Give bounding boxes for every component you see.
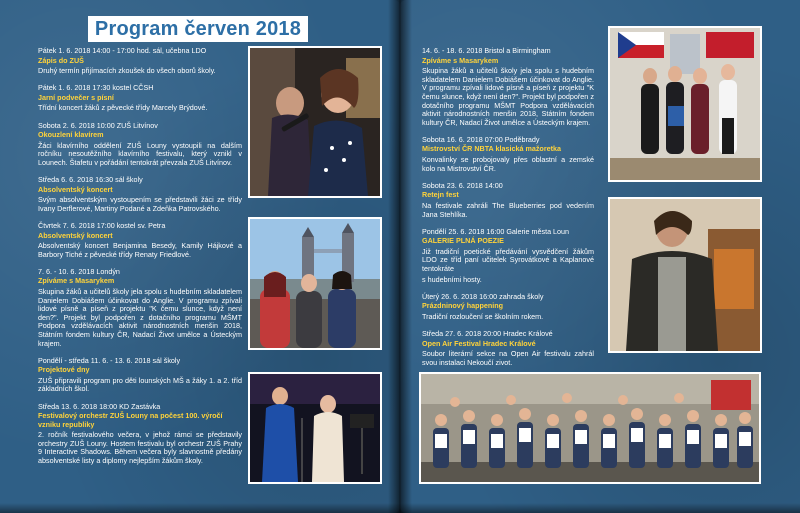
event-title: Jarní podvečer s písní xyxy=(38,92,114,102)
event-title: Retejn fest xyxy=(422,190,459,200)
event-heading: 7. 6. - 10. 6. 2018 Londýn xyxy=(38,266,120,276)
event-title: Okouzlení klavírem xyxy=(38,130,104,140)
event-description-extra: s hudebními hosty. xyxy=(422,274,482,284)
event-description: Soubor literární sekce na Open Air festivalu zahrál svou instalaci Nekoučí zivot. xyxy=(422,349,594,367)
book-gutter xyxy=(388,0,412,513)
event-item xyxy=(38,222,242,259)
event-item xyxy=(38,176,242,213)
event-title: Prázdninový happening xyxy=(422,301,504,311)
event-item xyxy=(422,330,594,367)
event-heading: Středa 27. 6. 2018 20:00 Hradec Králové xyxy=(422,328,553,338)
page-edge-shadow xyxy=(0,503,800,513)
event-item xyxy=(38,47,242,76)
event-title: Festivalový orchestr ZUŠ Louny na počest 100. výročí vzniku republiky xyxy=(38,411,223,429)
event-description: Druhý termín přijímacích zkoušek do všech oborů školy. xyxy=(38,66,216,76)
photo-young-man-illustration xyxy=(610,199,760,351)
event-heading: Pondělí 25. 6. 2018 16:00 Galerie města Loun xyxy=(422,226,570,236)
photo-concert-illustration xyxy=(250,374,380,482)
photo-children-group-certificates xyxy=(419,372,761,484)
event-heading: 14. 6. - 18. 6. 2018 Bristol a Birmingham xyxy=(422,46,551,55)
event-item xyxy=(38,357,242,394)
photo-girls-performing-flags xyxy=(608,26,762,182)
event-item xyxy=(422,136,594,173)
event-title: Open Air Festival Hradec Králové xyxy=(422,338,536,348)
photo-girl-singing-microphone xyxy=(248,46,382,198)
event-description: Již tradiční poetické předávání vysvědčení žákům LDO ze tříd paní učitelek Syrovátkové a Kaplanové tentokráte xyxy=(422,246,594,273)
photo-young-man-portrait xyxy=(608,197,762,353)
event-description: Skupina žáků a učitelů školy jela spolu s hudebním skladatelem Danielem Dobiášem účinkovat do Anglie. V programu zpívali lidové písně a píseň z projektu "K čemu slunce, když není den?". Projekt byl podpořen z dotačního programu MŠMT Podpora vzdělávacích aktivit národnostních menšin 2018, Státním fondem kultury ČR, Nadací Život umělce a Ústeckým krajem. xyxy=(422,66,594,127)
event-heading: Úterý 26. 6. 2018 16:00 zahrada školy xyxy=(422,291,544,301)
event-item xyxy=(38,268,242,348)
photo-group-london-tower-bridge xyxy=(248,217,382,350)
right-events-column xyxy=(422,47,594,376)
event-heading: Pátek 1. 6. 2018 14:00 - 17:00 hod. sál, učebna LDO xyxy=(38,46,207,55)
page-title-box xyxy=(88,16,308,42)
event-title: GALERIE PLNÁ POEZIE xyxy=(422,236,504,246)
event-title: Mistrovství ČR NBTA klasická mažoretka xyxy=(422,144,562,154)
event-heading: Pondělí - středa 11. 6. - 13. 6. 2018 sál školy xyxy=(38,355,181,365)
event-description: Na festivale zahráli The Blueberries pod vedením Jana Stehlíka. xyxy=(422,200,594,219)
event-description: Tradiční rozloučení se školním rokem. xyxy=(422,311,544,321)
event-title: Absolventský koncert xyxy=(38,184,113,194)
event-title: Absolventský koncert xyxy=(38,230,113,240)
event-heading: Sobota 23. 6. 2018 14:00 xyxy=(422,180,503,190)
event-item xyxy=(422,47,594,127)
event-heading: Sobota 2. 6. 2018 10:00 ZUŠ Litvínov xyxy=(38,120,158,130)
event-description: Absolventský koncert Benjamina Besedy, Kamily Hájkové a Barbory Tiché z pěvecké třídy Renaty Friedlové. xyxy=(38,241,242,259)
event-description: Žáci klavírního oddělení ZUŠ Louny vystoupili na dalším ročníku nesoutěžního klavírního festivalu, který vznikl v Lounech. Štafetu v pořádání tentokrát převzala ZUŠ Litvínov. xyxy=(38,140,242,167)
event-title: Zpíváme s Masarykem xyxy=(422,55,499,65)
event-heading: Sobota 16. 6. 2018 07:00 Poděbrady xyxy=(422,134,540,144)
event-heading: Čtvrtek 7. 6. 2018 17:00 kostel sv. Petra xyxy=(38,220,166,230)
left-events-column xyxy=(38,47,242,474)
photo-children-illustration xyxy=(421,374,759,482)
event-description: ZUŠ připravili program pro děti lounských MŠ a žáky 1. a 2. tříd základních škol. xyxy=(38,375,242,394)
event-description: Skupina žáků a učitelů školy jela spolu s hudebním skladatelem Danielem Dobiášem účinkovat do Anglie. V programu zpívali lidové písně a píseň z projektu "K čemu slunce, když není den?". Projekt byl podpořen z dotačního programu MŠMT Podpora vzdělávacích aktivit národnostních menšin 2018, Státním fondem kultury ČR, Nadací Život umělce a Ústeckým krajem. xyxy=(38,286,242,348)
event-title: Zápis do ZUŠ xyxy=(38,55,84,65)
photo-girls-illustration xyxy=(610,28,760,180)
photo-concert-stage-singers xyxy=(248,372,382,484)
event-heading: Středa 6. 6. 2018 16:30 sál školy xyxy=(38,175,143,185)
event-item xyxy=(422,228,594,285)
event-description: Svým absolventským vystoupením se představili žáci ze třídy Ivany Derflerové, Martiny Podané a Zdeňka Patrovského. xyxy=(38,195,242,213)
event-heading: Středa 13. 6. 2018 18:00 KD Zastávka xyxy=(38,401,161,411)
event-item xyxy=(38,122,242,168)
event-item xyxy=(422,182,594,219)
event-description: 2. ročník festivalového večera, v jehož rámci se představily orchestry ZUŠ Louny. Hostem festivalu byl orchestr ZUŠ Prahy 9 Interactive Shadows. Během večera byly slavnostně předány absolventské listy a diplomy nejlepším žákům školy. xyxy=(38,430,242,466)
event-title: Zpíváme s Masarykem xyxy=(38,276,115,286)
event-heading: Pátek 1. 6. 2018 17:30 kostel CČSH xyxy=(38,83,154,93)
event-item xyxy=(38,403,242,466)
photo-london-illustration xyxy=(250,219,380,348)
event-item xyxy=(38,84,242,113)
event-description: Třídní koncert žáků z pěvecké třídy Marcely Brýdové. xyxy=(38,103,208,113)
event-item xyxy=(422,293,594,322)
page-title: Program červen 2018 xyxy=(94,17,302,40)
event-description: Konvalinky se probojovaly přes oblastní a zemské kolo na Mistrovství ČR. xyxy=(422,155,594,173)
photo-girl-singing-illustration xyxy=(250,48,380,196)
event-title: Projektové dny xyxy=(38,365,90,375)
